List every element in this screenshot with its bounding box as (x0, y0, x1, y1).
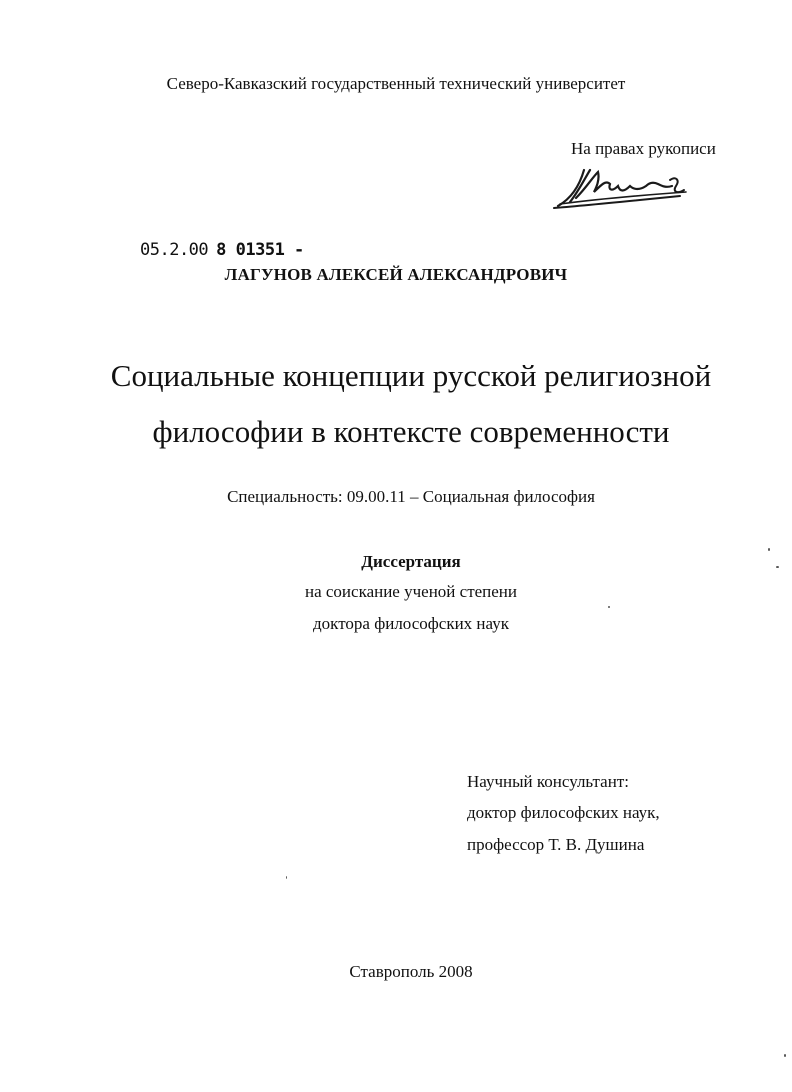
degree-line1: на соискание ученой степени (304, 582, 518, 601)
scan-speck (784, 1054, 786, 1057)
manuscript-note: На правах рукописи (571, 139, 716, 158)
stamp-code: 05.2.00 (140, 240, 209, 260)
scan-speck (768, 548, 770, 551)
archive-stamp (140, 240, 304, 260)
university-name: Северо-Кавказский государственный технический университет (166, 74, 626, 93)
handwritten-signature-icon (550, 162, 690, 212)
degree-line2: доктора философских наук (313, 614, 509, 633)
author-name: ЛАГУНОВ АЛЕКСЕЙ АЛЕКСАНДРОВИЧ (224, 265, 568, 284)
stamp-number: 8 01351 - (216, 240, 304, 260)
dissertation-title-line2: философии в контексте современности (152, 414, 670, 449)
scan-speck (608, 606, 610, 608)
advisor-name: профессор Т. В. Душина (467, 835, 645, 854)
dissertation-type: Диссертация (361, 552, 461, 571)
scan-speck (286, 876, 287, 879)
advisor-label: Научный консультант: (467, 772, 629, 791)
dissertation-title-line1: Социальные концепции русской религиозной (110, 358, 712, 393)
specialty: Специальность: 09.00.11 – Социальная философия (227, 487, 595, 506)
city-year: Ставрополь 2008 (349, 962, 473, 981)
advisor-degree: доктор философских наук, (467, 803, 660, 822)
scan-speck (776, 566, 779, 568)
